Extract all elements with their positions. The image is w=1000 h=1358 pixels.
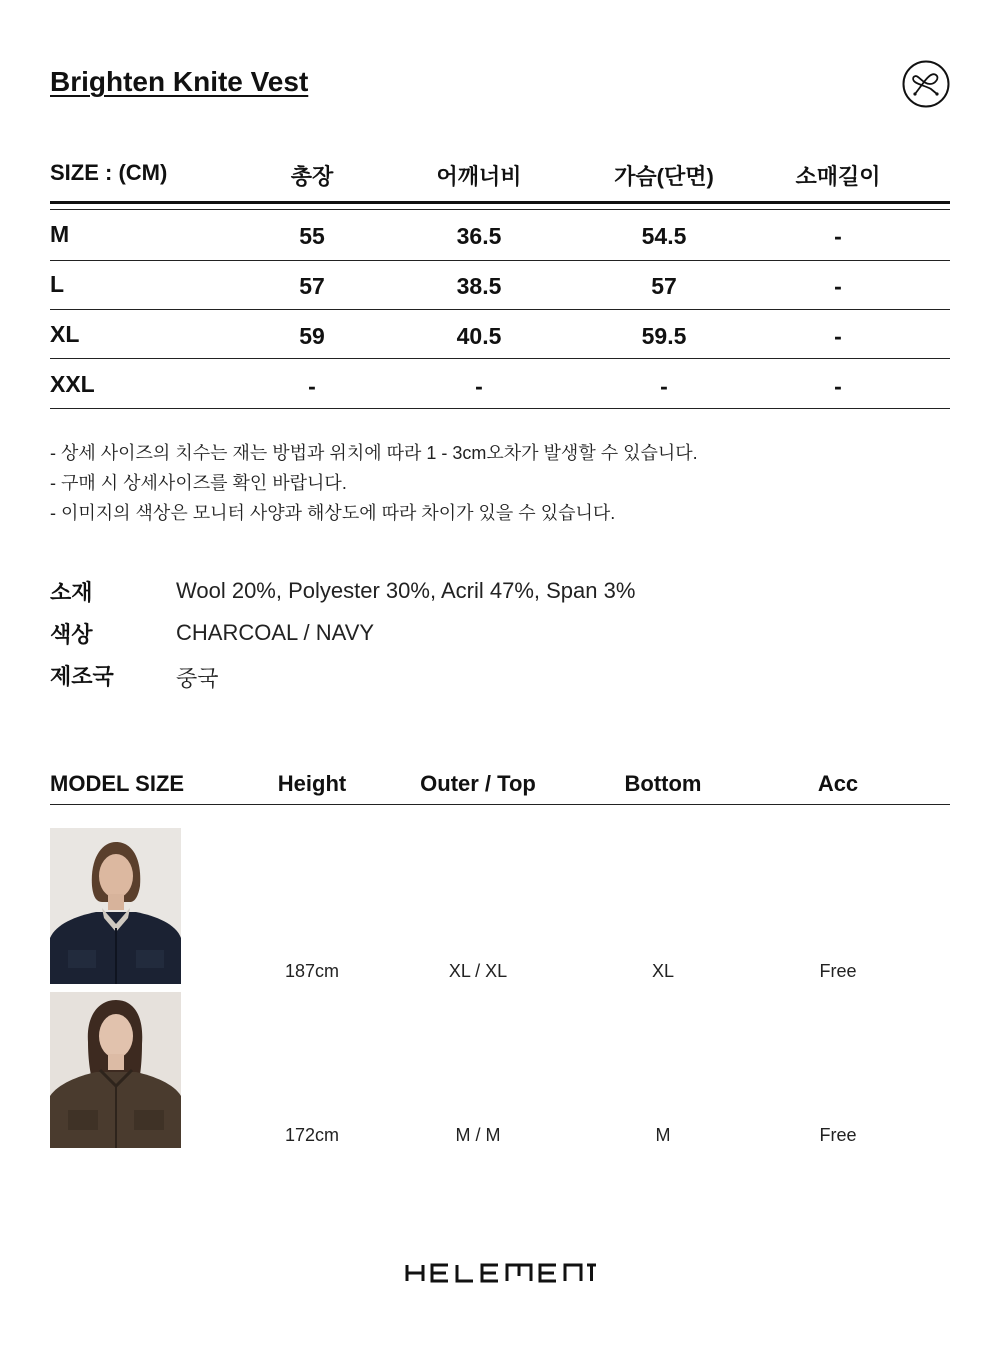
product-title: Brighten Knite Vest	[50, 66, 309, 97]
model-bottom: XL	[651, 961, 675, 981]
size-cell: -	[834, 223, 842, 249]
size-cell: -	[475, 373, 483, 399]
model-outer-top: M / M	[455, 1125, 501, 1145]
model-header-divider	[50, 804, 950, 805]
size-cell: 40.5	[456, 323, 502, 349]
model-header-outer-top: Outer / Top	[420, 771, 536, 796]
size-row-label: M	[50, 221, 70, 247]
spec-color-value: CHARCOAL / NAVY	[176, 620, 375, 645]
size-header-shoulder: 어깨너비	[436, 164, 522, 189]
size-cell: 54.5	[641, 223, 687, 249]
brand-knot-icon	[902, 60, 950, 108]
table-row-divider	[50, 358, 950, 359]
spec-material-value: Wool 20%, Polyester 30%, Acril 47%, Span 3%	[176, 578, 636, 603]
table-top-rule	[50, 201, 950, 204]
model-photo	[50, 828, 181, 984]
spec-color-label: 색상	[50, 622, 93, 647]
size-notes	[50, 438, 698, 528]
model-acc: Free	[819, 961, 857, 981]
model-header-bottom: Bottom	[624, 771, 702, 796]
size-row-label: XL	[50, 321, 80, 347]
model-acc: Free	[819, 1125, 857, 1145]
table-row-divider	[50, 309, 950, 310]
size-cell: 57	[651, 273, 677, 299]
size-header-label: SIZE : (CM)	[50, 160, 168, 185]
note-line: - 상세 사이즈의 치수는 재는 방법과 위치에 따라 1 - 3cm오차가 발생할 수 있습니다.	[50, 443, 698, 463]
size-cell: -	[834, 323, 842, 349]
size-cell: 55	[299, 223, 325, 249]
table-row-divider	[50, 260, 950, 261]
size-cell: 57	[299, 273, 325, 299]
size-row-label: L	[50, 271, 65, 297]
model-height: 172cm	[284, 1125, 340, 1145]
note-line: - 이미지의 색상은 모니터 사양과 해상도에 따라 차이가 있을 수 있습니다.	[50, 503, 616, 523]
size-cell: -	[308, 373, 316, 399]
size-header-sleeve: 소매길이	[795, 164, 881, 189]
model-height: 187cm	[284, 961, 340, 981]
model-header-acc: Acc	[817, 771, 859, 796]
size-cell: -	[834, 273, 842, 299]
spec-material-label: 소재	[50, 580, 93, 605]
note-line: - 구매 시 상세사이즈를 확인 바랍니다.	[50, 473, 347, 493]
brand-logo	[404, 1262, 596, 1284]
table-bottom-rule	[50, 408, 950, 409]
size-cell: -	[660, 373, 668, 399]
size-cell: 59.5	[641, 323, 687, 349]
size-row-label: XXL	[50, 371, 95, 397]
spec-origin-label: 제조국	[50, 664, 114, 689]
spec-origin-value: 중국	[176, 666, 219, 691]
model-header-height: Height	[277, 771, 347, 796]
model-header-label: MODEL SIZE	[50, 771, 185, 796]
size-cell: 59	[299, 323, 325, 349]
size-cell: 38.5	[456, 273, 502, 299]
table-header-divider	[50, 209, 950, 210]
size-header-length: 총장	[290, 164, 334, 189]
size-cell: 36.5	[456, 223, 502, 249]
size-cell: -	[834, 373, 842, 399]
model-bottom: M	[655, 1125, 671, 1145]
size-header-chest: 가슴(단면)	[614, 164, 714, 189]
model-outer-top: XL / XL	[448, 961, 508, 981]
model-photo	[50, 992, 181, 1148]
